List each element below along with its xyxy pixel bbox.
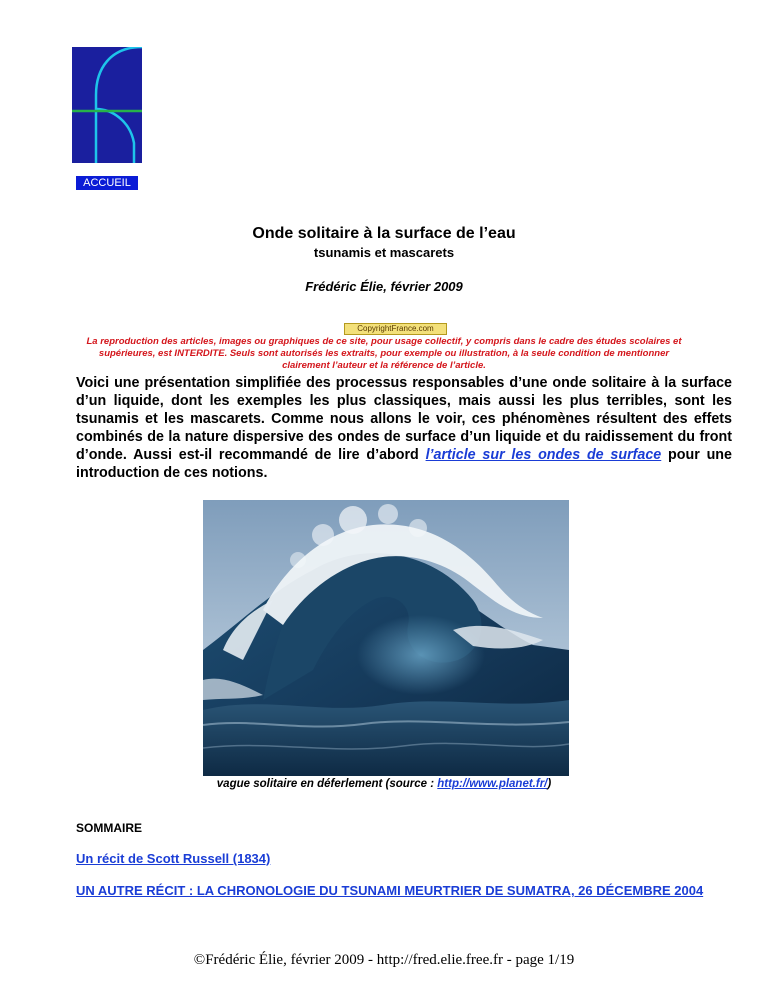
copyright-notice: La reproduction des articles, images ou graphiques de ce site, pour usage collectif, y compris dans le cadre des études scolaires et supérieures, est INTERDITE. Seuls sont autorisés les extraits, pour exemple ou illustration, à la seule condition de mentionner clairement l’auteur et la référence de l’article. xyxy=(86,336,682,371)
author-date: Frédéric Élie, février 2009 xyxy=(305,279,463,294)
toc-heading: SOMMAIRE xyxy=(76,821,142,835)
page-footer: ©Frédéric Élie, février 2009 - http://fred.elie.free.fr - page 1/19 xyxy=(193,952,575,968)
intro-text-after: pour une introduction de ces notions. xyxy=(76,447,732,481)
caption-text-after: ) xyxy=(547,778,552,790)
breaking-wave-photo xyxy=(203,500,569,776)
photo-caption xyxy=(0,778,768,790)
intro-text-before: Voici une présentation simplifiée des processus responsables d’une onde solitaire à la surface d’un liquide, dont les exemples les plus classiques, mais aussi les plus terribles, sont les tsunamis et les mascarets. Comme nous allons le voir, ces phénomènes résultent des effets combinés de la nature dispersive des ondes de surface d’un liquide et du raidissement du front d’onde. Aussi est-il recommandé de lire d’abord xyxy=(76,375,732,463)
site-logo-icon xyxy=(72,47,142,163)
page-subtitle: tsunamis et mascarets xyxy=(313,245,455,260)
page-title: Onde solitaire à la surface de l’eau xyxy=(252,225,516,242)
toc-link-scott-russell[interactable]: Un récit de Scott Russell (1834) xyxy=(76,851,271,866)
surface-waves-article-link[interactable]: l’article sur les ondes de surface xyxy=(425,447,662,463)
caption-text-before: vague solitaire en déferlement (source : xyxy=(216,778,438,790)
intro-paragraph xyxy=(76,374,732,482)
toc-link-sumatra-tsunami[interactable]: UN AUTRE RÉCIT : LA CHRONOLOGIE DU TSUNAMI MEURTRIER DE SUMATRA, 26 DÉCEMBRE 2004 xyxy=(76,883,704,898)
copyright-badge[interactable]: CopyrightFrance.com xyxy=(344,323,447,335)
home-link[interactable]: ACCUEIL xyxy=(76,176,138,190)
caption-source-link[interactable]: http://www.planet.fr/ xyxy=(437,778,548,790)
